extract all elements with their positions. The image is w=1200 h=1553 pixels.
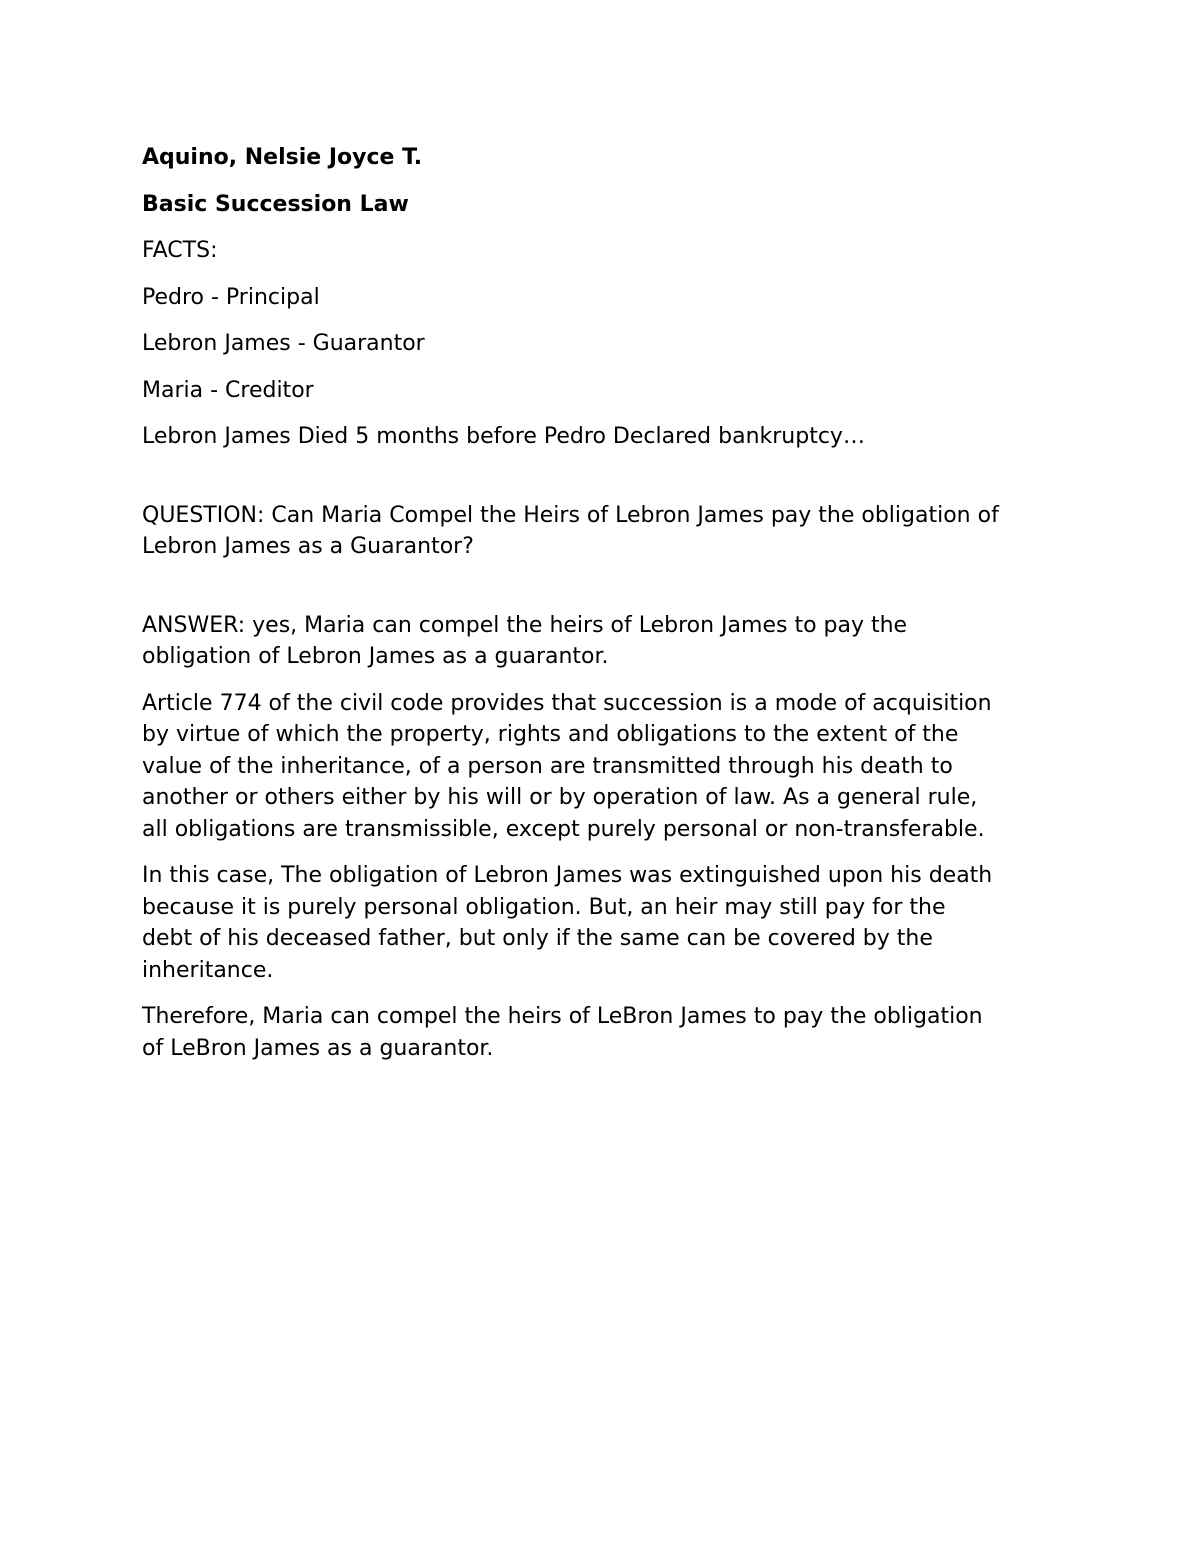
case-line: In this case, The obligation of Lebron James was extinguished upon his death [142, 863, 993, 888]
case-line: inheritance. [142, 957, 274, 983]
fact-item-death-note: Lebron James Died 5 months before Pedro Declared bankruptcy… [142, 424, 865, 449]
facts-heading: FACTS: [142, 238, 218, 263]
author-name: Aquino, Nelsie Joyce T. [142, 145, 423, 170]
case-paragraph [142, 860, 1072, 986]
conclusion-line: Therefore, Maria can compel the heirs of LeBron James to pay the obligation [142, 1004, 983, 1029]
article-line: value of the inheritance, of a person are transmitted through his death to [142, 753, 953, 779]
conclusion-paragraph [142, 1001, 1072, 1064]
article-line: Article 774 of the civil code provides that succession is a mode of acquisition [142, 690, 992, 716]
answer-line: obligation of Lebron James as a guarantor. [142, 644, 609, 669]
case-line: debt of his deceased father, but only if the same can be covered by the [142, 926, 933, 951]
fact-item-creditor: Maria - Creditor [142, 377, 314, 403]
fact-item-principal: Pedro - Principal [142, 284, 320, 310]
article-line: all obligations are transmissible, except purely personal or non-transferable. [142, 816, 985, 842]
answer-line: ANSWER: yes, Maria can compel the heirs of Lebron James to pay the [142, 612, 908, 638]
article-line: another or others either by his will or by operation of law. As a general rule, [142, 785, 978, 810]
course-title: Basic Succession Law [142, 191, 409, 217]
article-paragraph [142, 688, 1072, 846]
question-line: Lebron James as a Guarantor? [142, 534, 474, 559]
question-paragraph [142, 500, 1072, 563]
case-line: because it is purely personal obligation. But, an heir may still pay for the [142, 894, 946, 920]
fact-item-guarantor: Lebron James - Guarantor [142, 331, 425, 356]
question-line: QUESTION: Can Maria Compel the Heirs of Lebron James pay the obligation of [142, 502, 999, 528]
answer-paragraph [142, 610, 1072, 673]
article-line: by virtue of which the property, rights and obligations to the extent of the [142, 722, 959, 747]
conclusion-line: of LeBron James as a guarantor. [142, 1035, 494, 1061]
document-page [142, 142, 1072, 1064]
